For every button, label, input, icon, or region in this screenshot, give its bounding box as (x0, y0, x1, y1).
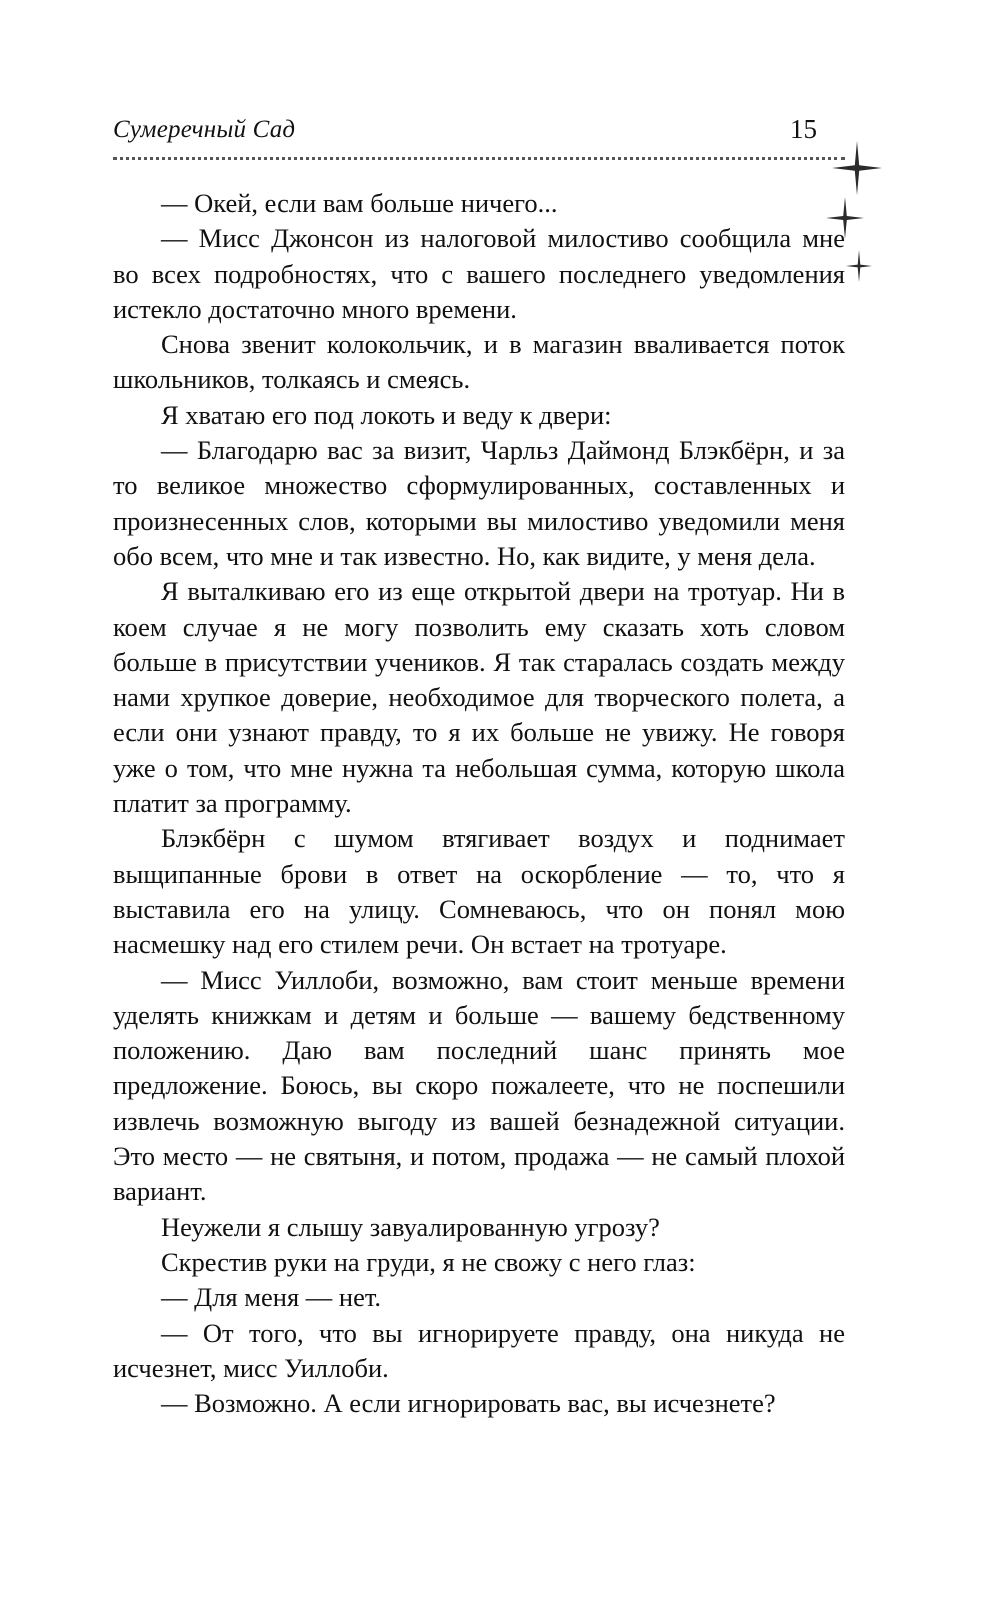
paragraph: — Мисс Уиллоби, возможно, вам стоит меньше времени уделять книжкам и детям и больше — вашему бедственному положению. Даю вам последний шанс принять мое предложение. Боюсь, вы скоро пожалеете, что не поспешили извлечь возможную выгоду из вашей безнадежной ситуации. Это место — не святыня, и потом, продажа — не самый плохой вариант. (113, 964, 845, 1207)
paragraph: Я выталкиваю его из еще открытой двери на тротуар. Ни в коем случае я не могу позволить ему сказать хоть словом больше в присутствии учеников. Я так старалась создать между нами хрупкое доверие, необходимое для творческого полета, а если они узнают правду, то я их больше не увижу. Не говоря уже о том, что мне нужна та небольшая сумма, которую школа платит за программу. (113, 576, 845, 819)
paragraph: — Возможно. А если игнорировать вас, вы исчезнете? (161, 1388, 776, 1419)
paragraph: Я хватаю его под локоть и веду к двери: (161, 399, 612, 430)
sparkle-star-icon (846, 250, 872, 282)
paragraph: Снова звенит колокольчик, и в магазин вваливается поток школьников, толкаясь и смеясь. (113, 329, 845, 395)
running-title: Сумеречный Сад (113, 116, 296, 143)
paragraph: — Благодарю вас за визит, Чарльз Даймонд Блэкбёрн, и за то великое множество сформулированных, составленных и произнесенных слов, которыми вы милостиво уведомили меня обо всем, что мне и так известно. Но, как видите, у меня дела. (113, 435, 845, 571)
paragraph: — Для меня — нет. (161, 1282, 382, 1313)
body-text (113, 186, 845, 1421)
paragraph: — Мисс Джонсон из налоговой милостиво сообщила мне во всех подробностях, что с вашего последнего уведомления истекло достаточно много времени. (113, 223, 845, 324)
paragraph: — От того, что вы игнорируете правду, она никуда не исчезнет, мисс Уиллоби. (113, 1317, 845, 1383)
paragraph: Блэкбёрн с шумом втягивает воздух и поднимает выщипанные брови в ответ на оскорбление — то, что я выставила его на улицу. Сомневаюсь, что он понял мою насмешку над его стилем речи. Он встает на тротуаре. (113, 823, 845, 960)
paragraph: — Окей, если вам больше ничего... (161, 188, 558, 218)
page-number: 15 (790, 114, 817, 144)
paragraph: Скрестив руки на груди, я не свожу с него глаз: (161, 1246, 696, 1277)
header-divider (113, 157, 845, 160)
paragraph: Неужели я слышу завуалированную угрозу? (161, 1211, 660, 1242)
